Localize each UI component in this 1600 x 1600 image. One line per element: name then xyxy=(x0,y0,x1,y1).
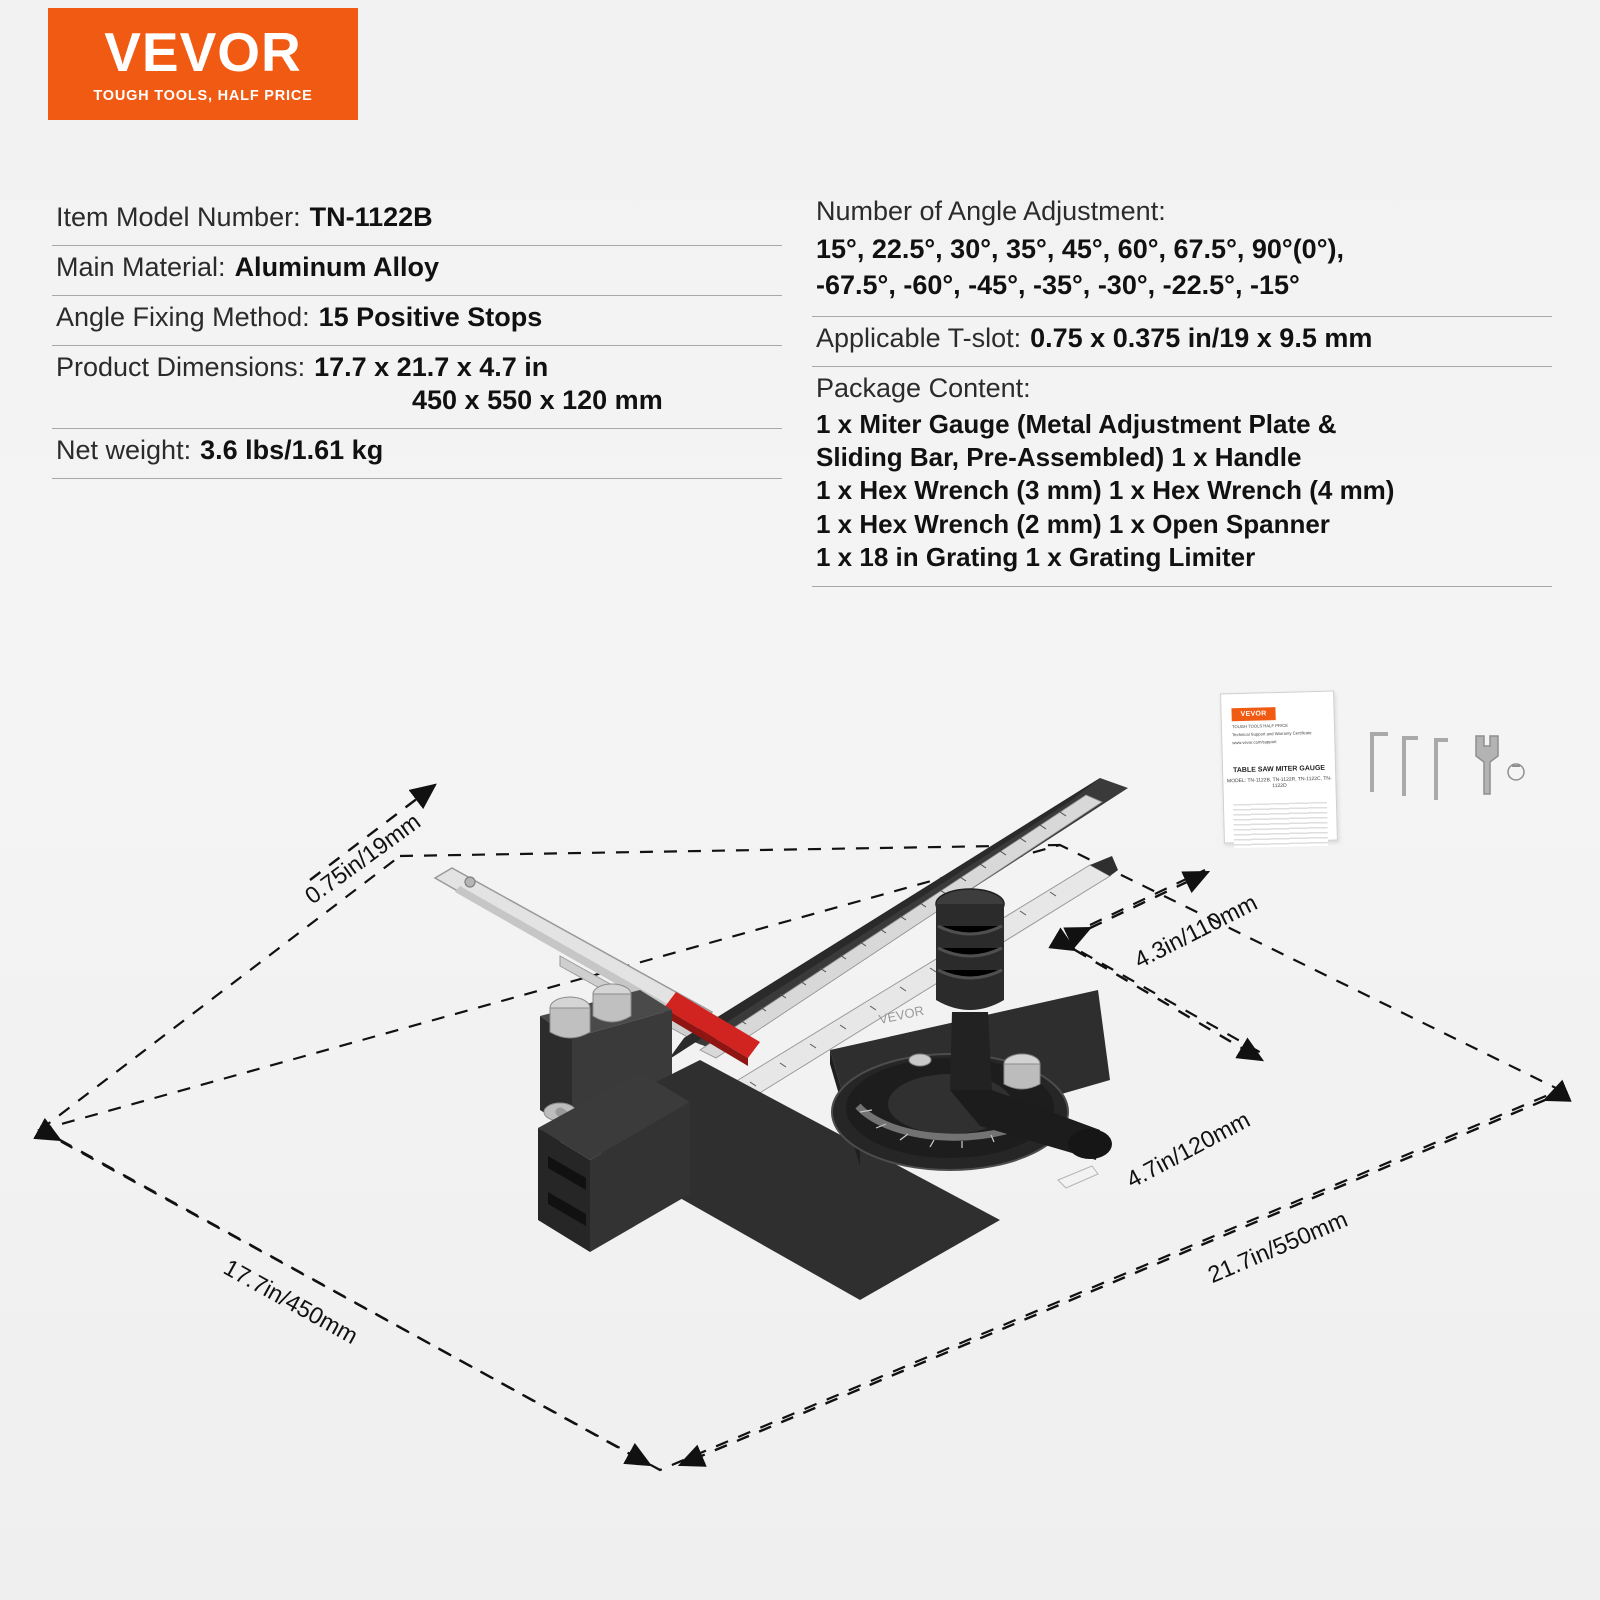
manual-models: MODEL: TN-1122B, TN-1122R, TN-1122C, TN-1122D xyxy=(1226,775,1332,790)
dim-label-depth: 4.3in/110mm xyxy=(1130,889,1262,974)
spec-row-material xyxy=(52,246,782,296)
svg-text:VEVOR: VEVOR xyxy=(877,1002,926,1027)
spec-row-weight xyxy=(52,429,782,479)
spec-value-tslot: 0.75 x 0.375 in/19 x 9.5 mm xyxy=(1030,322,1373,353)
manual-support-url: www.vevor.com/support xyxy=(1232,739,1277,746)
spec-label-dimensions: Product Dimensions: xyxy=(56,352,306,382)
package-line: 1 x Hex Wrench (3 mm) 1 x Hex Wrench (4 mm) xyxy=(816,475,1395,506)
product-illustration xyxy=(0,660,1600,1600)
spec-value-angle-fixing: 15 Positive Stops xyxy=(318,302,543,332)
included-tools xyxy=(1360,728,1540,828)
spec-label-angle-fixing: Angle Fixing Method: xyxy=(56,302,310,332)
spec-row-tslot xyxy=(812,317,1552,367)
manual-title: TABLE SAW MITER GAUGE xyxy=(1232,764,1326,775)
spec-list-right xyxy=(812,190,1552,587)
manual-logo: VEVOR xyxy=(1231,707,1275,721)
spec-label-weight: Net weight: xyxy=(56,435,192,465)
spec-row-angle-adjustment xyxy=(812,190,1552,317)
dim-label-width: 21.7in/550mm xyxy=(1204,1205,1352,1288)
spec-value-material: Aluminum Alloy xyxy=(234,252,440,282)
spec-value-weight: 3.6 lbs/1.61 kg xyxy=(200,435,384,465)
spec-row-dimensions xyxy=(52,346,782,429)
spec-value-dimensions-mm: 450 x 550 x 120 mm xyxy=(412,385,663,415)
manual-booklet xyxy=(1220,691,1338,844)
spec-list-left xyxy=(52,196,782,479)
spec-row-package xyxy=(812,367,1552,587)
package-line: 1 x 18 in Grating 1 x Grating Limiter xyxy=(816,541,1256,572)
manual-tagline: TOUGH TOOLS HALF PRICE xyxy=(1231,722,1289,730)
spec-value-model: TN-1122B xyxy=(309,202,433,232)
package-line: Sliding Bar, Pre-Assembled) 1 x Handle xyxy=(816,442,1302,473)
open-spanner-icon xyxy=(1476,736,1524,794)
package-line: 1 x Hex Wrench (2 mm) 1 x Open Spanner xyxy=(816,508,1330,539)
package-line: 1 x Miter Gauge (Metal Adjustment Plate & xyxy=(816,408,1337,439)
spec-value-angle-line2: -67.5°, -60°, -45°, -35°, -30°, -22.5°, -15° xyxy=(816,270,1300,301)
brand-tagline: TOUGH TOOLS, HALF PRICE xyxy=(93,87,313,104)
manual-text-block xyxy=(1233,802,1328,848)
spec-value-dimensions-in: 17.7 x 21.7 x 4.7 in xyxy=(314,352,549,382)
spec-label-tslot: Applicable T-slot: xyxy=(816,322,1022,353)
spec-label-model: Item Model Number: xyxy=(56,202,301,232)
spec-value-angle-line1: 15°, 22.5°, 30°, 35°, 45°, 60°, 67.5°, 90°(0°), xyxy=(816,234,1344,264)
dim-label-length: 17.7in/450mm xyxy=(219,1254,363,1349)
manual-subtitle: Technical Support and Warranty Certificate xyxy=(1232,730,1312,738)
spec-label-angle-adjustment: Number of Angle Adjustment: xyxy=(816,196,1166,226)
spec-label-package: Package Content: xyxy=(816,372,1031,403)
brand-logo xyxy=(48,8,358,120)
spec-row-angle-fixing xyxy=(52,296,782,346)
spec-label-material: Main Material: xyxy=(56,252,226,282)
brand-name: VEVOR xyxy=(104,20,302,83)
dim-label-tslot: 0.75in/19mm xyxy=(300,808,426,910)
hex-wrench-icon xyxy=(1372,734,1386,790)
dim-label-height: 4.7in/120mm xyxy=(1122,1106,1255,1193)
spec-row-model xyxy=(52,196,782,246)
package-content-list xyxy=(816,408,1548,574)
